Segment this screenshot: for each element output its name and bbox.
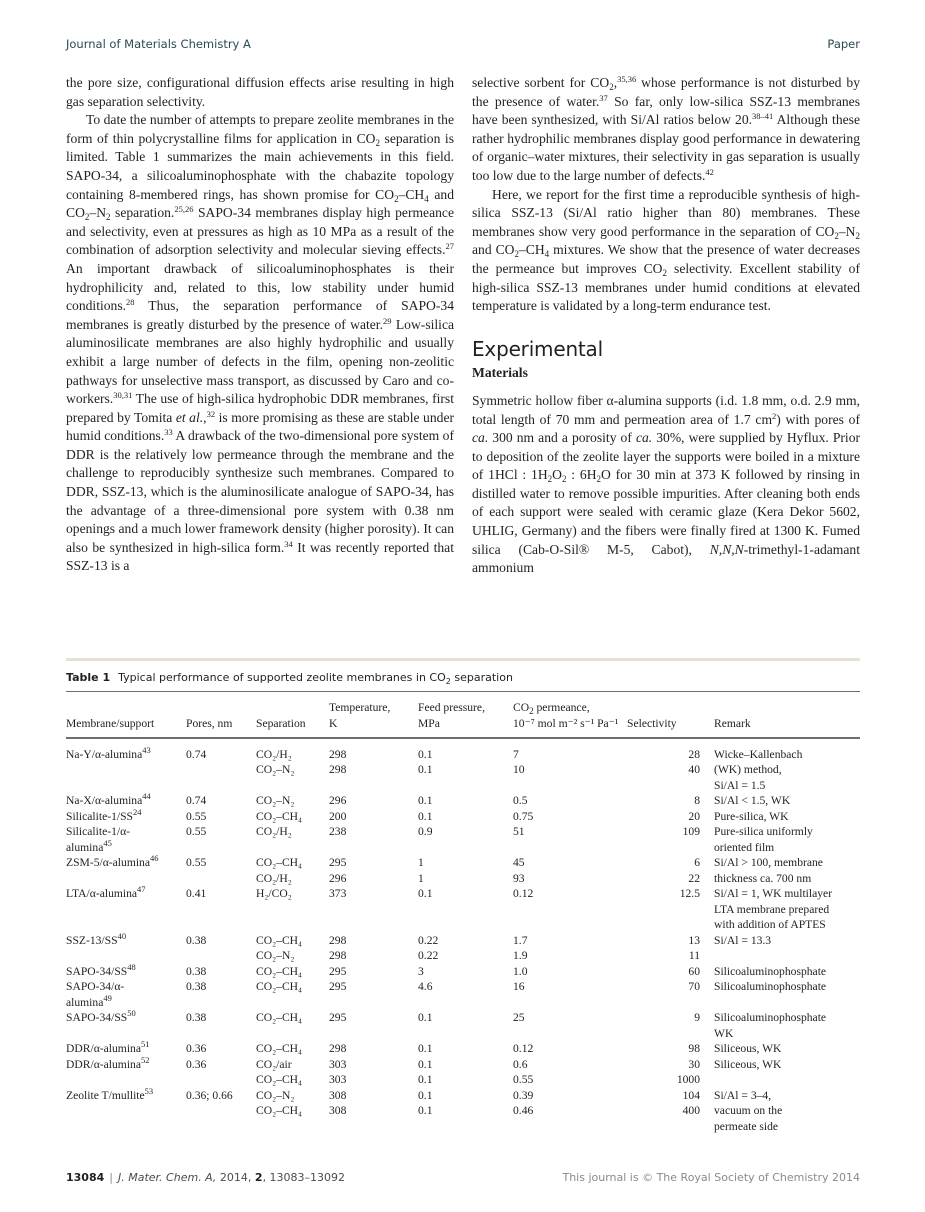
table-cell-pores: [186, 1072, 256, 1088]
table-cell-selectivity: 30: [688, 1057, 700, 1071]
table-cell-pressure: [418, 1119, 513, 1135]
table-cell-separation: H₂/CO₂: [256, 887, 292, 900]
table-cell-membrane: [66, 1026, 186, 1042]
table-row: [66, 871, 860, 887]
citation-link[interactable]: 48: [127, 961, 136, 972]
table-cell-pressure: 0.1: [418, 1088, 433, 1102]
table-cell-permeance: 0.5: [513, 794, 528, 807]
table-cell-pressure: 3: [418, 964, 424, 978]
table-cell-permeance: 1.7: [513, 933, 528, 947]
table-cell-separation: CO₂–N₂: [256, 763, 295, 776]
table-cell-remark: Si/Al < 1.5, WK: [714, 794, 791, 807]
table-cell-pores: [186, 840, 256, 856]
citation-link[interactable]: 42: [705, 166, 714, 177]
paragraph: To date the number of attempts to prepare zeolite membranes in the form of thin polycrystalline films for application in $CO_2$ separation is limited. Table 1 summarizes the main achievements in this field. SAPO-34, a silicoaluminophosphate with the chabazite topology containing 8-membered rings, has shown promise for $CO_2-CH_4$ and $CO_2-N_2$ separation.$^{25,26}$ SAPO-34 membranes display high permeance and selectivity, even at pressures as high as 10 MPa as a result of the combination of adsorption selectivity and molecular sieving effects.$^{27}$ An important drawback of silicoaluminophosphates is their hydrophilicity and, related to this, low stability under humid conditions.$^{28}$ Thus, the separation performance of SAPO-34 membranes is greatly disturbed by the presence of water.$^{29}$ Low-silica aluminosilicate membranes are also highly hydrophilic and usually exhibit a large number of defects in the film, opening non-zeolitic pathways for unselective mass transport, as discussed by Caro and co-workers.$^{30,31}$ The use of high-silica hydrophobic DDR membranes, first prepared by Tomita et al.,$^{32}$ is more promising as these are stable under humid conditions.$^{33}$ A drawback of the two-dimensional pore system of DDR is the relatively low permeance through the membrane and the challenge to reproducibly synthesize such membranes. Compared to DDR, SSZ-13, which is the aluminosilicate analogue of SAPO-34, has the advantage of a three-dimensional pore system with 0.38 nm openings and a much lower framework density (higher porosity). It can also be synthesized in high-silica form.$^{34}$ It was recently reported that SSZ-13 is a: [66, 112, 455, 574]
table-row: [66, 933, 860, 949]
table-cell-selectivity: 9: [694, 1011, 700, 1024]
table-cell-membrane: [66, 871, 186, 887]
table-cell-pores: 0.38: [186, 980, 207, 993]
table-cell-membrane: SSZ-13/SS$^{40}$: [66, 930, 127, 947]
table-row: [66, 886, 860, 902]
table-cell-selectivity: 60: [688, 964, 700, 978]
table-cell-pressure: 1: [418, 856, 424, 869]
table-cell-separation: CO₂/H₂: [256, 871, 292, 885]
table-row: [66, 979, 860, 995]
table-cell-remark: Wicke–Kallenbach: [714, 747, 803, 761]
table-row: [66, 855, 860, 871]
table-cell-separation: CO₂–CH₄: [256, 809, 303, 823]
citation-link[interactable]: 45: [103, 837, 112, 848]
table-cell-pores: 0.38: [186, 964, 207, 978]
column-header-selectivity: Selectivity: [627, 716, 677, 730]
table-cell-remark: oriented film: [714, 840, 775, 854]
table-cell-pores: 0.55: [186, 856, 207, 869]
citation-link[interactable]: 50: [127, 1008, 136, 1018]
table-cell-pressure: 0.1: [418, 1011, 433, 1024]
table-cell-remark: Pure-silica uniformly: [714, 825, 813, 838]
table-row: [66, 1103, 860, 1119]
citation-link[interactable]: 24: [133, 806, 142, 817]
left-text-column: [66, 74, 454, 576]
table-cell-membrane: Silicalite-1/SS$^{24}$: [66, 806, 142, 823]
table-cell-separation: CO₂/H₂: [256, 825, 292, 838]
table-cell-selectivity: [627, 995, 714, 1011]
citation-link[interactable]: 49: [103, 992, 112, 1003]
table-cell-remark: [714, 948, 860, 964]
table-cell-membrane: [66, 1103, 186, 1119]
table-cell-selectivity: 1000: [676, 1073, 700, 1086]
table-cell-temp: 296: [329, 871, 347, 885]
table-cell-temp: 308: [329, 1104, 347, 1117]
table-cell-selectivity: [627, 1026, 714, 1042]
table-row: [66, 902, 860, 918]
table-cell-selectivity: 400: [682, 1104, 700, 1117]
table-cell-permeance: [513, 1119, 627, 1135]
table-cell-pores: 0.36: [186, 1042, 207, 1055]
table-cell-separation: CO₂–CH₄: [256, 980, 303, 993]
table-cell-selectivity: [627, 778, 714, 794]
table-cell-temp: 200: [329, 809, 347, 823]
table-cell-pores: 0.55: [186, 825, 207, 838]
table-cell-pores: [186, 1119, 256, 1135]
table-cell-remark: Siliceous, WK: [714, 1057, 782, 1071]
table-cell-remark: [714, 1072, 860, 1088]
table-cell-selectivity: 70: [688, 980, 700, 993]
citation-link[interactable]: 46: [150, 853, 159, 863]
right-text-column: [472, 74, 860, 578]
table-cell-pores: 0.36; 0.66: [186, 1088, 233, 1102]
table-cell-remark: Si/Al = 3–4,: [714, 1088, 772, 1102]
table-cell-permeance: 10: [513, 763, 525, 776]
table-row: [66, 1088, 860, 1104]
table-cell-remark: Si/Al > 100, membrane: [714, 856, 823, 869]
table-cell-selectivity: 12.5: [679, 887, 700, 900]
table-cell-temp: [329, 995, 418, 1011]
table-row: [66, 793, 860, 809]
journal-running-head: Journal of Materials Chemistry A: [66, 37, 251, 51]
paragraph: the pore size, configurational diffusion effects arise resulting in high gas separation selectivity.: [66, 75, 454, 109]
table-cell-remark: Silicoaluminophosphate: [714, 980, 827, 993]
table-cell-selectivity: 22: [688, 871, 700, 885]
table-cell-membrane: alumina$^{45}$: [66, 837, 112, 854]
table-cell-remark: Si/Al = 1.5: [714, 778, 766, 792]
table-cell-temp: [329, 902, 418, 918]
table-cell-temp: 298: [329, 747, 347, 761]
table-cell-membrane: DDR/α-alumina$^{52}$: [66, 1054, 150, 1071]
table-cell-selectivity: [627, 1119, 714, 1135]
table-cell-temp: 298: [329, 933, 347, 947]
table-cell-membrane: LTA/α-alumina$^{47}$: [66, 884, 146, 900]
table-cell-pores: 0.74: [186, 794, 207, 807]
table-cell-remark: Siliceous, WK: [714, 1042, 782, 1055]
table-cell-permeance: [513, 840, 627, 856]
table-cell-selectivity: [627, 840, 714, 856]
table-cell-pores: [186, 871, 256, 887]
table-cell-pressure: [418, 995, 513, 1011]
citation-link[interactable]: 37: [599, 92, 608, 103]
table-cell-permeance: 7: [513, 747, 519, 761]
table-cell-membrane: ZSM-5/α-alumina$^{46}$: [66, 853, 159, 869]
citation-link[interactable]: 35,36: [617, 74, 637, 84]
citation-link[interactable]: 40: [117, 930, 127, 941]
table-cell-pressure: 0.1: [418, 1104, 433, 1117]
table-cell-temp: 295: [329, 1011, 347, 1024]
table-cell-pressure: 0.1: [418, 1073, 433, 1086]
column-header-temperature: Temperature, K: [329, 701, 391, 730]
table-cell-selectivity: 28: [688, 747, 700, 761]
table-cell-pressure: 0.9: [418, 825, 433, 838]
citation-link[interactable]: 38–41: [752, 111, 774, 122]
table-cell-pressure: 0.1: [418, 1057, 433, 1071]
table-cell-pores: [186, 1026, 256, 1042]
table-cell-permeance: [513, 917, 627, 933]
table-cell-pressure: [418, 778, 513, 794]
table-cell-selectivity: 6: [694, 856, 700, 869]
table-cell-remark: Silicoaluminophosphate: [714, 1011, 827, 1024]
table-cell-temp: [329, 1026, 418, 1042]
table-cell-permeance: 1.0: [513, 964, 528, 978]
table-cell-permeance: 25: [513, 1011, 525, 1024]
table-cell-separation: [256, 778, 329, 794]
table-cell-permeance: [513, 902, 627, 918]
table-cell-selectivity: 8: [694, 794, 700, 807]
table-cell-membrane: alumina$^{49}$: [66, 992, 112, 1009]
table-row: [66, 824, 860, 840]
table-cell-pores: [186, 778, 256, 794]
table-cell-selectivity: 13: [688, 933, 700, 947]
table-cell-pressure: 0.1: [418, 1042, 433, 1055]
table-cell-separation: CO₂–CH₄: [256, 1042, 303, 1055]
table-cell-separation: CO₂–CH₄: [256, 933, 303, 947]
table-cell-separation: [256, 902, 329, 918]
table-cell-permeance: [513, 1026, 627, 1042]
column-header-pores: Pores, nm: [186, 716, 233, 730]
table-cell-permeance: 93: [513, 871, 525, 885]
table-cell-pores: 0.74: [186, 747, 207, 761]
table-cell-selectivity: 104: [682, 1088, 700, 1102]
table-cell-remark: LTA membrane prepared: [714, 902, 830, 916]
table-row: [66, 948, 860, 964]
paragraph: Symmetric hollow fiber α-alumina supports (i.d. 1.8 mm, o.d. 2.9 mm, total length of 70 mm and permeation area of 1.7 $cm^2$) with pores of ca. 300 nm and a porosity of ca. 30%, were supplied by Hyflux. Prior to deposition of the zeolite layer the supports were boiled in a mixture of 1HCl : $1H_2O_2$ : $6H_2O$ for 30 min at 373 K followed by rinsing in distilled water to remove possible impurities. After cleaning both ends of each support were sealed with ceramic glaze (Kera Dekor 5602, UHLIG, Germany) and the fibers were finally fired at 1300 K. Fumed silica (Cab-O-Sil® M-5, Cabot), N,N,N-trimethyl-1-adamant ammonium: [472, 392, 861, 576]
table-cell-temp: [329, 917, 418, 933]
table-row: [66, 1057, 860, 1073]
table-cell-temp: [329, 778, 418, 794]
table-row: [66, 840, 860, 856]
table-cell-selectivity: 109: [682, 825, 700, 838]
table-cell-membrane: SAPO-34/SS$^{50}$: [66, 1008, 136, 1024]
table-cell-temp: 303: [329, 1073, 347, 1086]
citation-link[interactable]: 51: [140, 1039, 150, 1049]
table-cell-pores: 0.55: [186, 809, 207, 823]
table-cell-temp: 296: [329, 794, 347, 807]
table-cell-membrane: Na-Y/α-alumina$^{43}$: [66, 744, 151, 761]
section-running-head: Paper: [827, 37, 860, 51]
performance-table: [66, 692, 860, 1134]
table-cell-separation: [256, 840, 329, 856]
table-cell-temp: 298: [329, 949, 347, 962]
table-cell-remark: (WK) method,: [714, 763, 782, 776]
table-cell-separation: CO₂/H₂: [256, 747, 292, 761]
table-cell-membrane: DDR/α-alumina$^{51}$: [66, 1039, 150, 1055]
copyright-notice: This journal is © The Royal Society of Chemistry 2014: [562, 1171, 860, 1184]
table-cell-temp: 295: [329, 856, 347, 869]
table-cell-pressure: 0.22: [418, 949, 439, 962]
table-cell-pores: [186, 917, 256, 933]
table-cell-temp: 295: [329, 980, 347, 993]
table-cell-separation: [256, 1119, 329, 1135]
page-footer-citation: 13084 | J. Mater. Chem. A, 2014, 2, 13083–13092: [66, 1171, 346, 1184]
table-row: [66, 809, 860, 825]
table-cell-remark: thickness ca. 700 nm: [714, 871, 812, 885]
table-cell-pores: [186, 1103, 256, 1119]
table-cell-pressure: 0.1: [418, 809, 433, 823]
table-cell-remark: Pure-silica, WK: [714, 809, 789, 823]
table-row: [66, 964, 860, 980]
table-cell-membrane: [66, 1072, 186, 1088]
table-cell-separation: CO₂–N₂: [256, 794, 295, 807]
citation-link[interactable]: 28: [126, 297, 135, 308]
citation-link[interactable]: 52: [140, 1054, 150, 1065]
table-cell-pores: 0.38: [186, 933, 207, 947]
table-cell-selectivity: [627, 917, 714, 933]
table-cell-pressure: 0.1: [418, 887, 433, 900]
table-row: [66, 1010, 860, 1026]
table-cell-remark: with addition of APTES: [714, 918, 826, 931]
table-cell-selectivity: 40: [688, 763, 700, 776]
citation-link[interactable]: 30,31: [113, 390, 133, 401]
table-row: [66, 1041, 860, 1057]
citation-link[interactable]: 33: [164, 427, 173, 438]
table-cell-membrane: Zeolite T/mullite$^{53}$: [66, 1085, 154, 1102]
table-cell-pores: [186, 948, 256, 964]
table-cell-separation: CO₂–N₂: [256, 949, 295, 962]
table-cell-temp: 303: [329, 1057, 347, 1071]
table-cell-permeance: 0.12: [513, 887, 534, 900]
citation-link[interactable]: 44: [142, 791, 151, 801]
table-row: [66, 1119, 860, 1135]
table-cell-pores: 0.36: [186, 1057, 207, 1071]
table-cell-pressure: 0.1: [418, 763, 433, 776]
table-cell-pressure: [418, 840, 513, 856]
page-number: 13084: [66, 1171, 105, 1184]
table-cell-separation: [256, 917, 329, 933]
table-cell-membrane: [66, 902, 186, 918]
table-cell-pressure: [418, 1026, 513, 1042]
table-cell-pressure: [418, 902, 513, 918]
table-cell-pressure: 4.6: [418, 980, 433, 993]
table-cell-permeance: 0.75: [513, 809, 534, 823]
table-cell-membrane: [66, 948, 186, 964]
table-cell-permeance: 0.6: [513, 1057, 528, 1071]
table-cell-temp: 295: [329, 964, 347, 978]
citation-link[interactable]: 25,26: [174, 204, 194, 215]
table-body: [66, 739, 860, 1135]
table-cell-membrane: [66, 762, 186, 778]
table-cell-remark: WK: [714, 1026, 734, 1040]
table-cell-selectivity: 98: [688, 1042, 700, 1055]
table-cell-pressure: 0.1: [418, 747, 433, 761]
table-cell-permeance: 0.39: [513, 1088, 534, 1102]
table-cell-separation: CO₂–CH₄: [256, 1104, 303, 1117]
table-cell-pores: [186, 762, 256, 778]
table-cell-permeance: 45: [513, 856, 525, 869]
table-cell-temp: 308: [329, 1088, 347, 1102]
table-cell-permeance: 0.46: [513, 1104, 534, 1117]
citation-link[interactable]: 34: [284, 538, 293, 549]
table-cell-permeance: 16: [513, 980, 525, 993]
table-cell-remark: permeate side: [714, 1119, 779, 1133]
table-cell-permeance: [513, 995, 627, 1011]
citation-link[interactable]: 32: [206, 408, 216, 419]
table-cell-membrane: Silicalite-1/α-: [66, 825, 131, 838]
table-caption: Table 1 Typical performance of supported zeolite membranes in $CO_2$ separation: [66, 671, 513, 686]
column-header-pressure: Feed pressure, MPa: [418, 701, 485, 730]
table-row: [66, 762, 860, 778]
table-cell-temp: [329, 1119, 418, 1135]
table-row: [66, 778, 860, 794]
table-cell-permeance: 0.55: [513, 1073, 534, 1086]
table-row: [66, 1026, 860, 1042]
paragraph: Here, we report for the first time a reproducible synthesis of high-silica SSZ-13 (Si/Al ratio higher than 80) membranes. These membranes show very good performance in the separation of $CO_2-N_2$ and $CO_2-CH_4$ mixtures. We show that the presence of water decreases the permeance but improves $CO_2$ selectivity. Excellent stability of high-silica SSZ-13 membranes under humid conditions at elevated temperature is validated by a long-term endurance test.: [472, 186, 860, 314]
table-cell-pressure: 1: [418, 871, 424, 885]
table-cell-permeance: 0.12: [513, 1042, 534, 1055]
column-header-separation: Separation: [256, 716, 306, 730]
table-cell-permeance: 51: [513, 825, 525, 838]
citation-link[interactable]: 29: [383, 315, 392, 326]
table-cell-separation: CO₂–CH₄: [256, 1073, 303, 1086]
table-row: [66, 995, 860, 1011]
table-cell-separation: CO₂–CH₄: [256, 964, 303, 978]
table-cell-selectivity: [627, 902, 714, 918]
citation-link[interactable]: 47: [137, 884, 146, 894]
table-cell-separation: [256, 995, 329, 1011]
table-cell-temp: [329, 840, 418, 856]
table-cell-permeance: 1.9: [513, 949, 528, 962]
table-header-row: [66, 692, 860, 737]
citation-link[interactable]: 53: [144, 1085, 154, 1096]
subsection-heading: Materials: [472, 365, 528, 381]
table-cell-separation: CO₂–N₂: [256, 1088, 295, 1102]
citation-link[interactable]: 43: [142, 744, 151, 755]
table-1: [66, 658, 860, 1134]
table-cell-separation: CO₂/air: [256, 1057, 292, 1071]
table-cell-pores: [186, 995, 256, 1011]
table-cell-remark: Si/Al = 1, WK multilayer: [714, 887, 833, 900]
table-cell-pressure: 0.1: [418, 794, 433, 807]
column-header-remark: Remark: [714, 716, 751, 730]
table-cell-selectivity: 11: [688, 949, 700, 962]
paragraph: selective sorbent for $CO_2,^{35,36}$ whose performance is not disturbed by the presence of water.$^{37}$ So far, only low-silica SSZ-13 membranes have been synthesized, with Si/Al ratios below 20.$^{38-41}$ Although these rather hydrophilic membranes display good performance in dewatering of organic–water mixtures, their selectivity in gas separation is usually too low due to the large number of defects.$^{42}$: [472, 74, 860, 183]
table-cell-separation: CO₂–CH₄: [256, 1011, 303, 1024]
column-header-permeance: $CO_2$ permeance, 10⁻⁷ mol m⁻² s⁻¹ Pa⁻¹: [513, 701, 619, 730]
table-cell-membrane: [66, 1119, 186, 1135]
table-row: [66, 739, 860, 763]
table-cell-pressure: [418, 917, 513, 933]
table-cell-pores: 0.41: [186, 887, 207, 900]
table-cell-separation: CO₂–CH₄: [256, 856, 303, 869]
table-cell-separation: [256, 1026, 329, 1042]
table-cell-remark: vacuum on the: [714, 1104, 783, 1117]
section-heading: Experimental: [472, 336, 603, 361]
table-cell-remark: [714, 995, 860, 1011]
column-header-membrane: Membrane/support: [66, 716, 155, 730]
table-row: [66, 1072, 860, 1088]
table-cell-permeance: [513, 778, 627, 794]
table-cell-membrane: SAPO-34/SS$^{48}$: [66, 961, 136, 978]
table-cell-temp: 373: [329, 887, 347, 900]
table-cell-pressure: 0.22: [418, 933, 439, 947]
table-cell-remark: Si/Al = 13.3: [714, 933, 772, 947]
table-cell-membrane: SAPO-34/α-: [66, 980, 125, 993]
table-cell-membrane: [66, 778, 186, 794]
table-cell-temp: 298: [329, 763, 347, 776]
table-cell-selectivity: 20: [688, 809, 700, 823]
table-cell-temp: 238: [329, 825, 347, 838]
table-cell-pores: 0.38: [186, 1011, 207, 1024]
table-cell-pores: [186, 902, 256, 918]
table-cell-remark: Silicoaluminophosphate: [714, 964, 827, 978]
citation-link[interactable]: 27: [445, 241, 454, 252]
table-cell-membrane: Na-X/α-alumina$^{44}$: [66, 791, 151, 807]
table-row: [66, 917, 860, 933]
table-cell-temp: 298: [329, 1042, 347, 1055]
